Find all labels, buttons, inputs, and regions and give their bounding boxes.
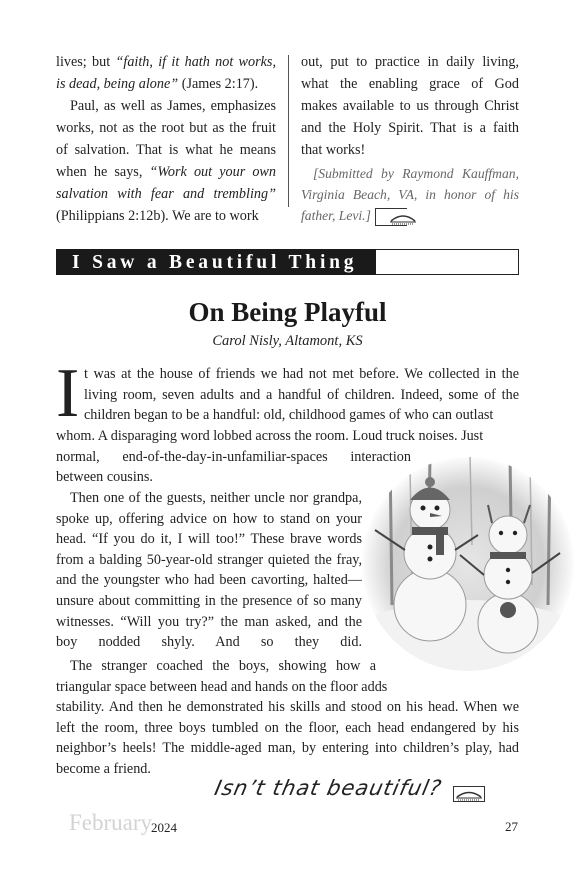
philippians-quote: “Work out your own salvation with fear and trembling” (56, 164, 276, 202)
text-span: lives; but (56, 54, 116, 70)
right-column-text (301, 51, 519, 226)
snowmen-photo (360, 455, 575, 673)
paragraph-1-line: normal, end-of-the-day-in-unfamiliar-spaces interaction (56, 449, 411, 465)
submission-credit (301, 163, 519, 226)
page-number: 27 (505, 819, 518, 834)
sunrise-logo-icon (375, 208, 407, 226)
article-author: Carol Nisly, Altamont, KS (212, 333, 363, 349)
footer-year: 2024 (151, 820, 177, 835)
paragraph-3-line: The stranger coached the boys, showing how a (70, 658, 376, 674)
james-quote: “faith, if it hath not works, is dead, being alone” (56, 54, 277, 92)
footer-month: February (69, 810, 153, 835)
left-column-text (56, 51, 276, 227)
paragraph-1-line: whom. A disparaging word lobbed across the room. Loud truck noises. Just (56, 428, 484, 444)
right-col-para: out, put to practice in daily living, what the enabling grace of God makes available to us through Christ and the Holy Spirit. That is a faith that works! (301, 54, 519, 158)
scripture-ref: (James 2:17). (178, 76, 259, 92)
left-col-para-1 (56, 51, 276, 95)
paragraph-2: Then one of the guests, neither uncle nor grandpa, spoke up, offering advice on how to stand on your head. “If you do it, I will too!” These brave words from a balding 50-year-old stranger quieted the fray, and the youngster who had been cavorting, halted—unsure about committing in the presence of so many witnesses. “Will you try?” the man asked, and the boy nodded shyly. And so they did. (56, 490, 362, 651)
submission-text: [Submitted by Raymond Kauffman, Virginia Beach, VA, in honor of his father, Levi.] (301, 166, 519, 223)
text-span: Paul, as well as James, emphasizes works, not as the root but as the fruit of salvation. That is what he means when he says, (56, 98, 276, 180)
paragraph-3-rest: stability. And then he demonstrated his skills and stood on his head. When we left the room, three boys tumbled on the floor, each head endangered by his neighbor’s heels! The middle-aged man, by entering into children’s play, had become a friend. (56, 699, 519, 777)
section-banner-title: I Saw a Beautiful Thing (72, 252, 358, 273)
sunrise-logo-icon (453, 786, 485, 802)
paragraph-3-line: triangular space between head and hands on the floor adds (56, 679, 388, 695)
left-col-para-2 (56, 95, 276, 227)
column-divider (288, 55, 289, 207)
paragraph-1-lead: t was at the house of friends we had not met before. We collected in the living room, seven adults and a handful of children. Indeed, some of the children began to be a handful: old, childhood games of who can outlast (84, 366, 519, 424)
article-title: On Being Playful (188, 297, 387, 327)
paragraph-1-end: between cousins. (56, 469, 153, 485)
drop-cap: I (56, 355, 80, 432)
handwritten-signature: Isn’t that beautiful? (212, 776, 445, 800)
scripture-ref: (Philippians 2:12b). We are to work (56, 208, 259, 224)
